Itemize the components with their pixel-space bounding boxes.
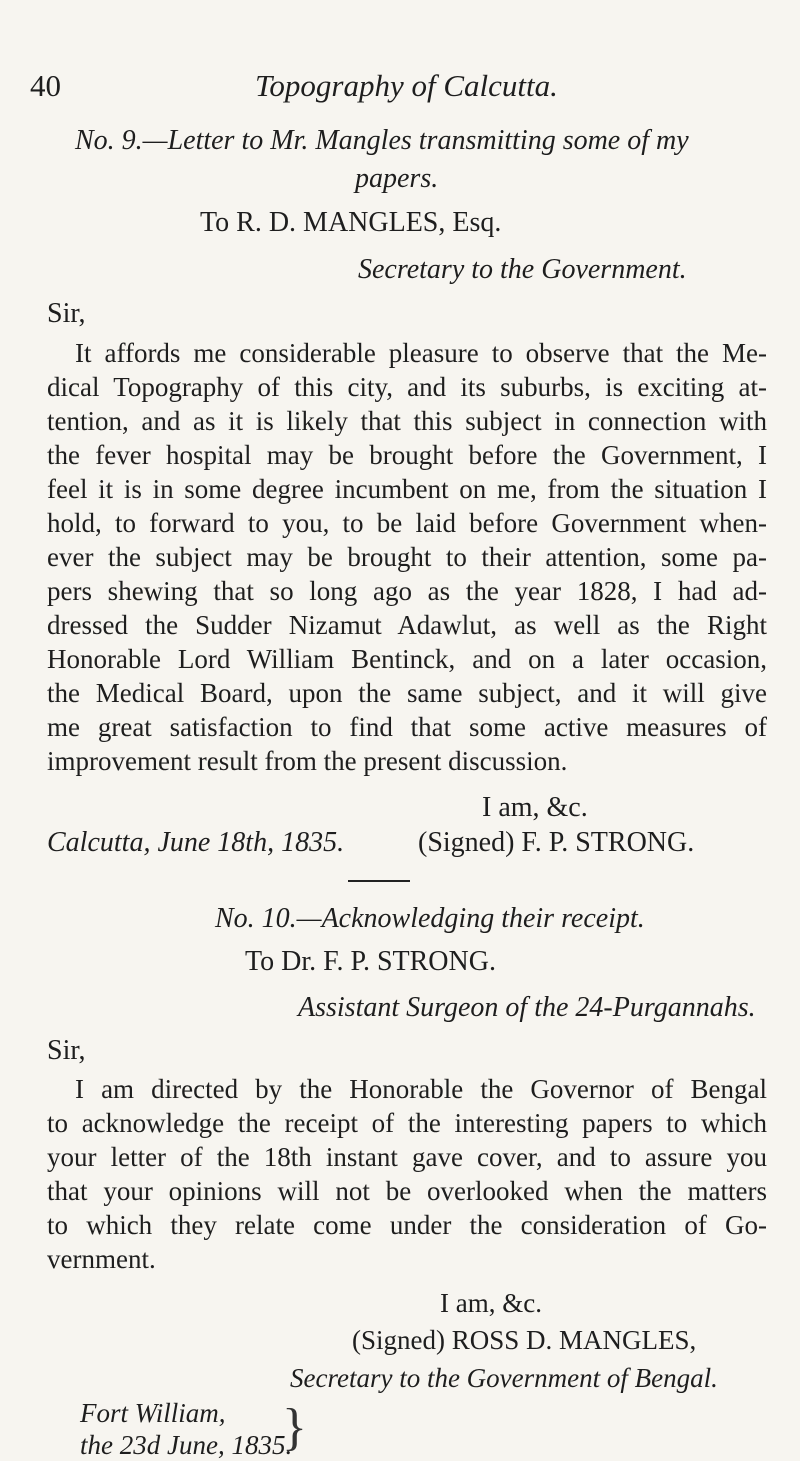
letter-9-addressee-title: Secretary to the Government. bbox=[358, 254, 687, 285]
letter-9-signature: (Signed) F. P. STRONG. bbox=[418, 827, 695, 858]
letter-9-heading: No. 9.—Letter to Mr. Mangles transmitting some of my bbox=[75, 125, 689, 156]
body-line: feel it is in some degree incumbent on me, from the situation I bbox=[47, 474, 767, 504]
body-line: that your opinions will not be overlooked when the matters bbox=[47, 1176, 767, 1206]
body-line: It affords me considerable pleasure to observe that the Me- bbox=[75, 338, 767, 368]
letter-10-addressee: To Dr. F. P. STRONG. bbox=[245, 946, 496, 977]
body-line: me great satisfaction to find that some active measures of bbox=[47, 712, 767, 742]
running-title: Topography of Calcutta. bbox=[255, 68, 558, 103]
letter-10-closing: I am, &c. bbox=[440, 1288, 542, 1318]
body-line: improvement result from the present discussion. bbox=[47, 746, 568, 776]
body-line: vernment. bbox=[47, 1244, 156, 1274]
body-line: dressed the Sudder Nizamut Adawlut, as well as the Right bbox=[47, 610, 767, 640]
body-line: hold, to forward to you, to be laid before Government when- bbox=[47, 508, 767, 538]
letter-10-signature: (Signed) ROSS D. MANGLES, bbox=[352, 1325, 697, 1355]
letter-9-addressee: To R. D. MANGLES, Esq. bbox=[200, 207, 502, 238]
letter-10-salutation: Sir, bbox=[47, 1035, 86, 1066]
letter-9-closing: I am, &c. bbox=[482, 792, 588, 823]
page-number: 40 bbox=[30, 68, 61, 103]
body-line: tention, and as it is likely that this subject in connection with bbox=[47, 406, 767, 436]
body-line: dical Topography of this city, and its suburbs, is exciting at- bbox=[47, 372, 767, 402]
letter-10-heading: No. 10.—Acknowledging their receipt. bbox=[215, 903, 645, 934]
body-line: ever the subject may be brought to their attention, some pa- bbox=[47, 542, 767, 572]
brace-icon: } bbox=[282, 1399, 307, 1456]
letter-9-heading-cont: papers. bbox=[355, 163, 439, 194]
body-line: to acknowledge the receipt of the interesting papers to which bbox=[47, 1108, 767, 1138]
letter-9-place-date: Calcutta, June 18th, 1835. bbox=[47, 827, 345, 858]
body-line: Honorable Lord William Bentinck, and on a later occasion, bbox=[47, 644, 767, 674]
body-line: I am directed by the Honorable the Governor of Bengal bbox=[75, 1074, 767, 1104]
letter-10-addressee-title: Assistant Surgeon of the 24-Purgannahs. bbox=[298, 992, 756, 1023]
section-divider bbox=[348, 880, 410, 882]
letter-9-salutation: Sir, bbox=[47, 298, 86, 329]
body-line: pers shewing that so long ago as the year 1828, I had ad- bbox=[47, 576, 767, 606]
body-line: your letter of the 18th instant gave cover, and to assure you bbox=[47, 1142, 767, 1172]
body-line: to which they relate come under the consideration of Go- bbox=[47, 1210, 767, 1240]
body-line: the fever hospital may be brought before the Government, I bbox=[47, 440, 767, 470]
letter-10-signer-title: Secretary to the Government of Bengal. bbox=[290, 1363, 718, 1393]
letter-10-place: Fort William, bbox=[80, 1398, 226, 1428]
body-line: the Medical Board, upon the same subject, and it will give bbox=[47, 678, 767, 708]
letter-10-date: the 23d June, 1835. bbox=[80, 1430, 293, 1460]
